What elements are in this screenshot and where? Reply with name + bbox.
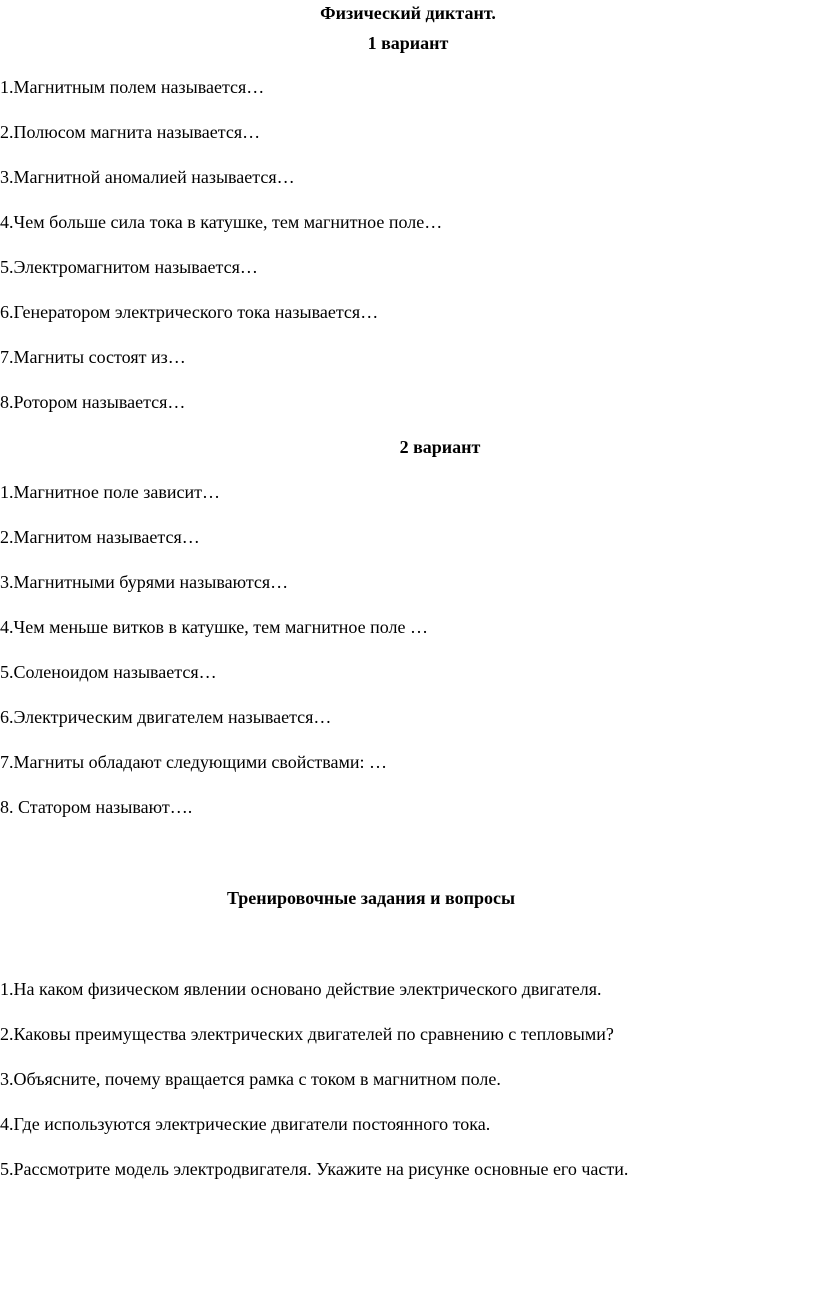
variant-1-heading: 1 вариант [367, 33, 449, 53]
variant-2-item-7: 7.Магниты обладают следующими свойствами: … [0, 752, 387, 772]
training-item-3: 3.Объясните, почему вращается рамка с током в магнитном поле. [0, 1069, 501, 1089]
training-item-1: 1.На каком физическом явлении основано действие электрического двигателя. [0, 979, 602, 999]
variant-1-item-1: 1.Магнитным полем называется… [0, 77, 265, 97]
training-item-2: 2.Каковы преимущества электрических двигателей по сравнению с тепловыми? [0, 1024, 614, 1044]
variant-1-item-8: 8.Ротором называется… [0, 392, 186, 412]
training-item-4: 4.Где используются электрические двигатели постоянного тока. [0, 1114, 491, 1134]
training-item-5: 5.Рассмотрите модель электродвигателя. Укажите на рисунке основные его части. [0, 1159, 629, 1179]
variant-2-item-3: 3.Магнитными бурями называются… [0, 572, 289, 592]
document-title: Физический диктант. [320, 3, 496, 23]
variant-2-heading: 2 вариант [399, 437, 481, 457]
variant-1-item-3: 3.Магнитной аномалией называется… [0, 167, 295, 187]
variant-2-item-6: 6.Электрическим двигателем называется… [0, 707, 332, 727]
variant-1-item-6: 6.Генератором электрического тока называется… [0, 302, 379, 322]
training-heading: Тренировочные задания и вопросы [226, 888, 516, 908]
variant-2-item-1: 1.Магнитное поле зависит… [0, 482, 220, 502]
variant-2-item-2: 2.Магнитом называется… [0, 527, 200, 547]
variant-1-item-2: 2.Полюсом магнита называется… [0, 122, 261, 142]
variant-2-item-8: 8. Статором называют…. [0, 797, 193, 817]
variant-2-item-4: 4.Чем меньше витков в катушке, тем магнитное поле … [0, 617, 428, 637]
variant-1-item-7: 7.Магниты состоят из… [0, 347, 186, 367]
variant-2-item-5: 5.Соленоидом называется… [0, 662, 217, 682]
variant-1-item-5: 5.Электромагнитом называется… [0, 257, 258, 277]
variant-1-item-4: 4.Чем больше сила тока в катушке, тем магнитное поле… [0, 212, 443, 232]
